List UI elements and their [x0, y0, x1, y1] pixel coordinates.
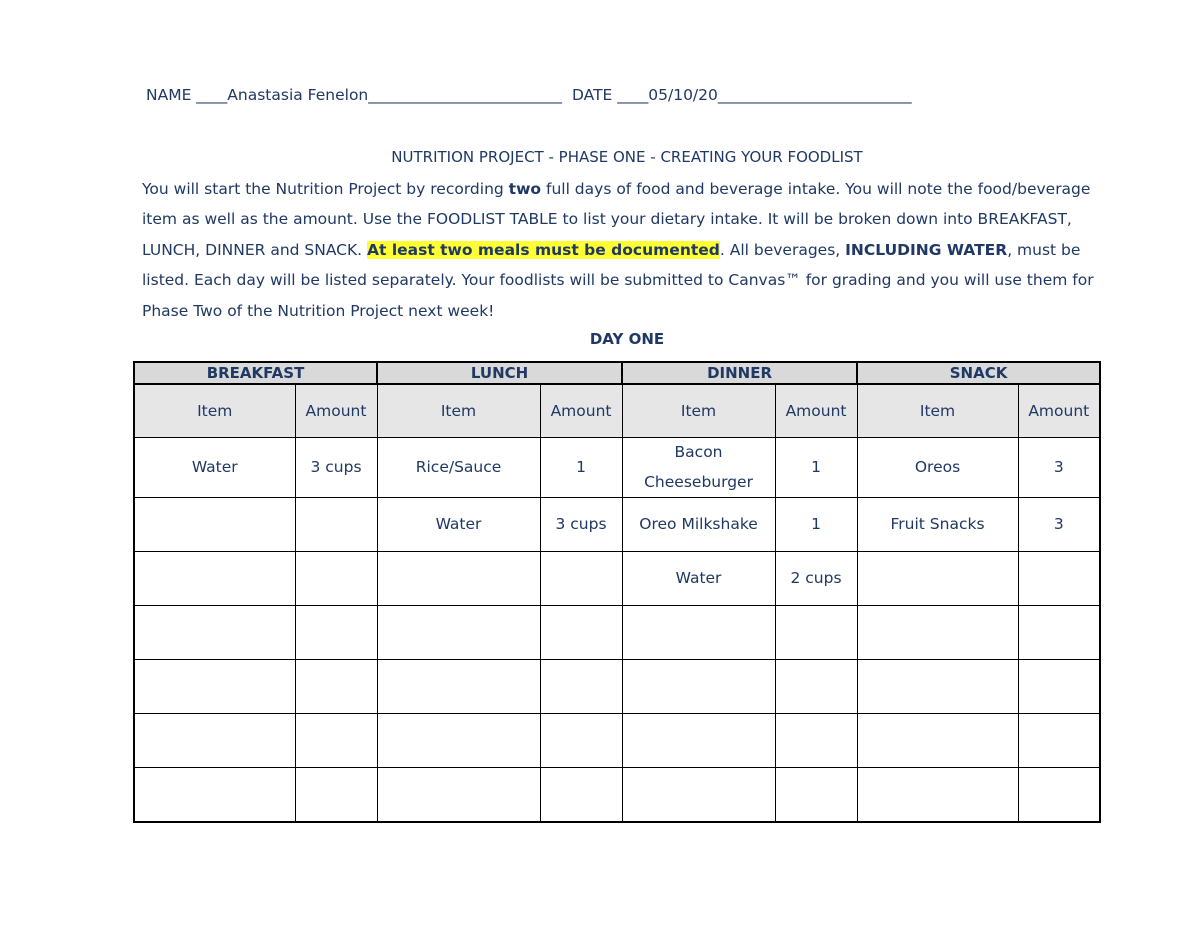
table-cell: Oreos: [857, 438, 1018, 498]
table-cell: 1: [775, 438, 857, 498]
table-cell: [775, 660, 857, 714]
table-cell: [377, 552, 540, 606]
table-row: [134, 498, 1100, 552]
table-row: [134, 606, 1100, 660]
table-cell: Water: [622, 552, 775, 606]
table-cell: [540, 660, 622, 714]
intro-highlight: At least two meals must be documented: [367, 240, 720, 259]
table-cell: Water: [134, 438, 295, 498]
table-cell: 3 cups: [295, 438, 377, 498]
amount-header: Amount: [1018, 384, 1100, 438]
table-cell: [1018, 768, 1100, 823]
table-cell: [540, 768, 622, 823]
intro-text-3: . All beverages,: [719, 240, 846, 259]
amount-header: Amount: [540, 384, 622, 438]
table-cell: [622, 660, 775, 714]
table-row: [134, 714, 1100, 768]
table-cell: [295, 606, 377, 660]
date-field: DATE ____05/10/20_________________________: [572, 86, 912, 104]
table-cell: [134, 498, 295, 552]
item-header: Item: [857, 384, 1018, 438]
table-row: [134, 660, 1100, 714]
table-cell: [295, 552, 377, 606]
table-cell: 1: [540, 438, 622, 498]
table-cell: [295, 714, 377, 768]
table-cell: [377, 606, 540, 660]
column-header-row: [134, 384, 1100, 438]
table-cell: Water: [377, 498, 540, 552]
table-cell: [857, 768, 1018, 823]
table-cell: [775, 714, 857, 768]
meal-header-dinner: DINNER: [622, 362, 857, 384]
meal-header-breakfast: BREAKFAST: [134, 362, 377, 384]
table-cell: [134, 552, 295, 606]
table-row: [134, 768, 1100, 823]
table-cell: 3: [1018, 438, 1100, 498]
name-field: NAME ____Anastasia Fenelon_________________________: [146, 86, 563, 104]
table-cell: [857, 606, 1018, 660]
table-cell: [134, 768, 295, 823]
intro-paragraph: [142, 174, 1107, 326]
intro-text-1: You will start the Nutrition Project by recording: [142, 180, 509, 198]
table-cell: 2 cups: [775, 552, 857, 606]
table-cell: [857, 552, 1018, 606]
table-cell: [622, 768, 775, 823]
table-cell: [857, 660, 1018, 714]
table-cell: Bacon Cheeseburger: [622, 438, 775, 498]
meal-header-lunch: LUNCH: [377, 362, 622, 384]
name-date-line: [146, 86, 1111, 104]
table-cell: [1018, 660, 1100, 714]
table-cell: Oreo Milkshake: [622, 498, 775, 552]
item-header: Item: [377, 384, 540, 438]
table-cell: [857, 714, 1018, 768]
table-cell: 3: [1018, 498, 1100, 552]
foodlist-table: [133, 361, 1101, 823]
table-cell: [134, 714, 295, 768]
table-cell: [1018, 714, 1100, 768]
table-cell: [775, 606, 857, 660]
item-header: Item: [622, 384, 775, 438]
table-cell: [377, 714, 540, 768]
table-cell: Fruit Snacks: [857, 498, 1018, 552]
meal-header-snack: SNACK: [857, 362, 1100, 384]
table-cell: [1018, 606, 1100, 660]
table-cell: [622, 714, 775, 768]
table-cell: [540, 552, 622, 606]
table-row: [134, 438, 1100, 498]
table-cell: [1018, 552, 1100, 606]
table-cell: [377, 660, 540, 714]
table-row: [134, 552, 1100, 606]
table-cell: Rice/Sauce: [377, 438, 540, 498]
table-cell: [295, 768, 377, 823]
intro-text-2: full days of food and beverage intake. You will note the food/beverage item as well as the amount. Use the FOODLIST TABLE to list your dietary intake. It will be broken down into BREAKFAST, LUNCH, DINNER and SNACK.: [142, 180, 1091, 259]
table-cell: [134, 606, 295, 660]
amount-header: Amount: [775, 384, 857, 438]
item-header: Item: [134, 384, 295, 438]
table-cell: 1: [775, 498, 857, 552]
table-cell: [134, 660, 295, 714]
intro-bold-water: INCLUDING WATER: [845, 240, 1008, 259]
table-cell: [775, 768, 857, 823]
meal-header-row: [134, 362, 1100, 384]
table-cell: [295, 498, 377, 552]
intro-bold-two: two: [508, 180, 542, 198]
table-cell: [622, 606, 775, 660]
amount-header: Amount: [295, 384, 377, 438]
project-title: NUTRITION PROJECT - PHASE ONE - CREATING YOUR FOODLIST: [391, 148, 863, 166]
table-cell: [295, 660, 377, 714]
table-cell: [540, 714, 622, 768]
intro-text-4: , must be listed. Each day will be listed separately. Your foodlists will be submitted to Canvas™ for grading and you will use them for Phase Two of the Nutrition Project next week!: [142, 240, 1094, 320]
table-cell: 3 cups: [540, 498, 622, 552]
table-cell: [377, 768, 540, 823]
day-title: DAY ONE: [589, 330, 665, 348]
table-cell: [540, 606, 622, 660]
